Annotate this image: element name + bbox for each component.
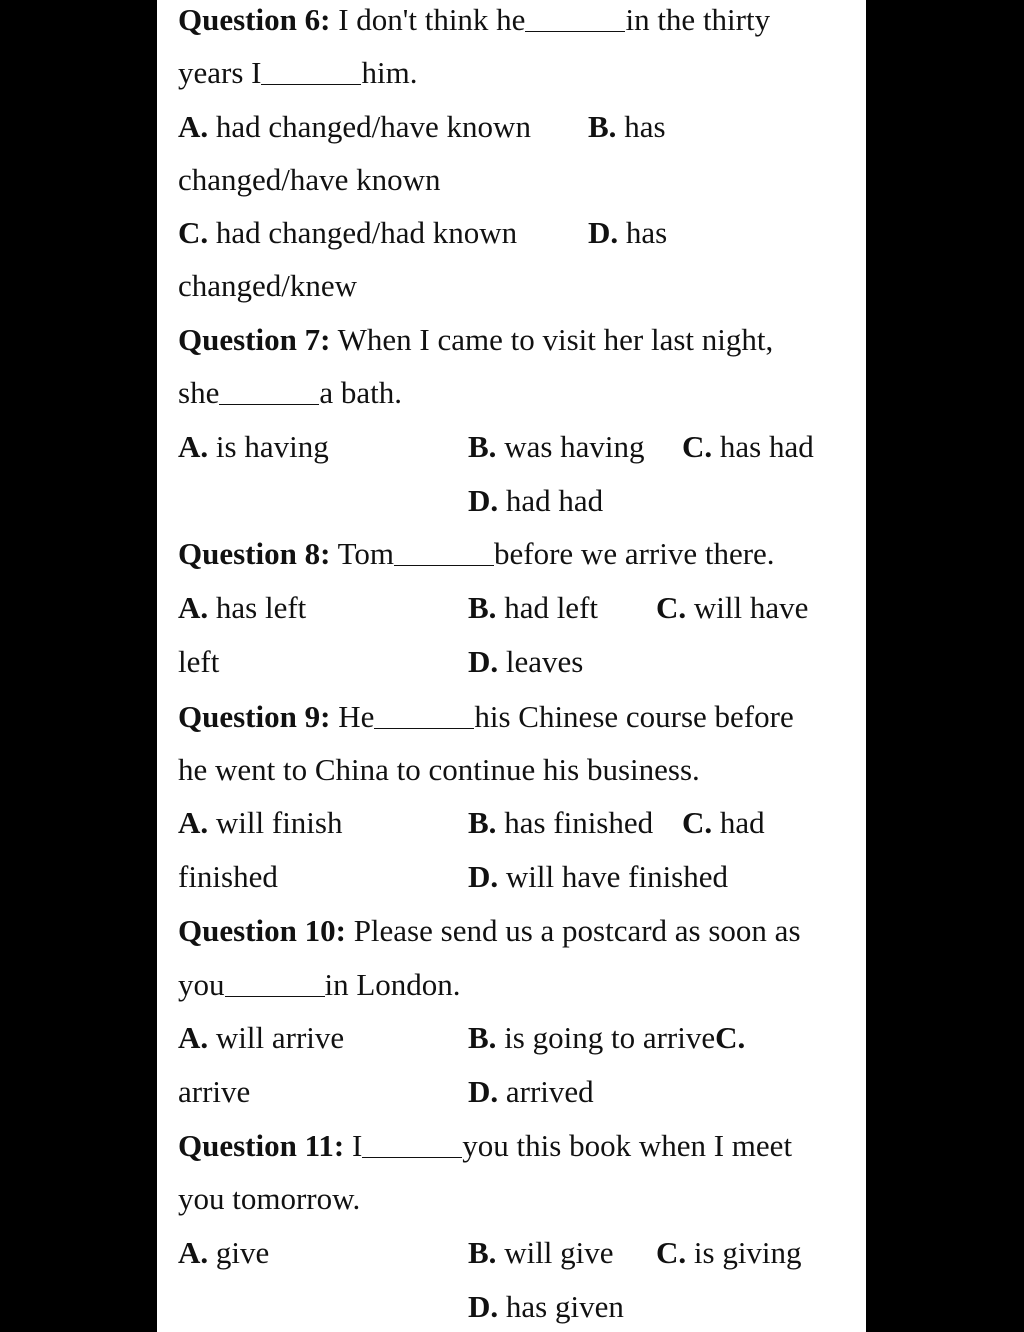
question-9-options-line-2: [178, 857, 729, 897]
question-6-option-d-cont: changed/knew: [178, 268, 358, 303]
option-d-label: D.: [468, 1074, 499, 1109]
question-7-label: Question 7:: [178, 322, 331, 357]
option-a-label: A.: [178, 590, 209, 625]
option-d-label: D.: [468, 483, 499, 518]
question-8-options-line-2: [178, 642, 584, 682]
question-6-option-c: had changed/had known: [208, 215, 518, 250]
question-6-line-2: [178, 53, 417, 93]
question-10-option-d: arrived: [498, 1074, 594, 1109]
option-d-label: D.: [468, 859, 499, 894]
option-d-label: D.: [468, 644, 499, 679]
question-10-text-3: in London.: [324, 967, 461, 1002]
question-11-line-2: you tomorrow.: [178, 1181, 361, 1216]
option-c-label: C.: [178, 215, 209, 250]
question-8-line-1: [178, 534, 775, 574]
question-9-line-1: [178, 697, 794, 737]
question-11-option-c-wrap: [656, 1233, 802, 1273]
answer-blank: [525, 5, 625, 32]
question-10-option-c-cont: arrive: [178, 1074, 251, 1109]
question-8-option-c: will have: [686, 590, 809, 625]
question-8-text-2: before we arrive there.: [494, 536, 775, 571]
question-8-options-abc: [178, 588, 809, 628]
question-10-line-1: [178, 911, 801, 951]
question-8-label: Question 8:: [178, 536, 331, 571]
option-b-label: B.: [468, 590, 497, 625]
question-7-line-1: [178, 320, 773, 360]
question-6-text-2: in the thirty: [625, 2, 771, 37]
answer-blank: [219, 378, 319, 405]
question-6-label: Question 6:: [178, 2, 331, 37]
question-6-option-b: has: [616, 109, 666, 144]
question-10-option-d-wrap: [468, 1072, 594, 1112]
option-c-label: C.: [715, 1020, 746, 1055]
option-a-label: A.: [178, 1235, 209, 1270]
question-11-option-a: give: [208, 1235, 270, 1270]
question-8-option-d: leaves: [498, 644, 584, 679]
question-11-line-1: [178, 1126, 792, 1166]
question-9-text-2: his Chinese course before: [474, 699, 794, 734]
question-11-option-b-wrap: [468, 1233, 614, 1273]
question-7-option-c-wrap: [682, 427, 814, 467]
question-7-option-c: has had: [712, 429, 814, 464]
question-10-text-1: Please send us a postcard as soon as: [345, 913, 801, 948]
question-6-text-1: I don't think he: [330, 2, 526, 37]
option-a-label: A.: [178, 109, 209, 144]
answer-blank: [374, 702, 474, 729]
question-7-text-2: she: [178, 375, 220, 410]
option-c-label: C.: [656, 590, 687, 625]
question-10-text-2: you: [178, 967, 225, 1002]
question-11-option-c: is giving: [686, 1235, 802, 1270]
question-6-option-b-cont: changed/have known: [178, 162, 441, 197]
question-7-option-a: is having: [208, 429, 329, 464]
question-9-label: Question 9:: [178, 699, 331, 734]
question-11-options-abc: [178, 1233, 802, 1273]
question-7-option-b: was having: [496, 429, 645, 464]
question-6-text-3: years I: [178, 55, 262, 90]
question-7-text-1: When I came to visit her last night,: [330, 322, 774, 357]
question-7-option-d: had had: [498, 483, 604, 518]
question-7-options-abc: [178, 427, 814, 467]
question-10-options-line-2: [178, 1072, 594, 1112]
answer-blank: [225, 970, 325, 997]
question-9-option-c: had: [712, 805, 765, 840]
question-9-option-d-wrap: [468, 857, 728, 897]
question-6-option-b-wrap: [588, 107, 666, 147]
question-11-option-d: has given: [498, 1289, 624, 1324]
worksheet-page: [157, 0, 866, 1332]
question-8-text-1: Tom: [330, 536, 395, 571]
option-b-label: B.: [468, 1235, 497, 1270]
question-9-line-2: he went to China to continue his business.: [178, 752, 700, 787]
option-c-label: C.: [682, 429, 713, 464]
option-b-label: B.: [468, 805, 497, 840]
question-10-line-2: [178, 965, 461, 1005]
question-11-option-d-wrap: [468, 1287, 624, 1327]
option-b-label: B.: [588, 109, 617, 144]
question-7-option-d-wrap: [468, 481, 603, 521]
question-7-option-b-wrap: [468, 427, 645, 467]
option-a-label: A.: [178, 805, 209, 840]
option-c-label: C.: [656, 1235, 687, 1270]
question-10-option-b-wrap: [468, 1018, 745, 1058]
question-9-options-abc: [178, 803, 765, 843]
question-6-line-1: [178, 0, 770, 40]
question-7-text-3: a bath.: [319, 375, 402, 410]
question-9-option-c-cont: finished: [178, 859, 278, 894]
question-7-line-2: [178, 373, 402, 413]
question-6-text-4: him.: [361, 55, 418, 90]
question-6-option-d-wrap: [588, 213, 667, 253]
option-b-label: B.: [468, 1020, 497, 1055]
question-8-option-a: has left: [208, 590, 307, 625]
question-9-option-b-wrap: [468, 803, 653, 843]
question-8-option-c-cont: left: [178, 644, 220, 679]
question-11-option-b: will give: [496, 1235, 614, 1270]
question-11-text-1: I: [344, 1128, 363, 1163]
question-9-option-d: will have finished: [498, 859, 729, 894]
question-11-text-2: you this book when I meet: [462, 1128, 793, 1163]
option-d-label: D.: [588, 215, 619, 250]
question-9-option-c-wrap: [682, 803, 765, 843]
question-8-option-b: had left: [496, 590, 599, 625]
option-c-label: C.: [682, 805, 713, 840]
question-6-options-ab: [178, 107, 666, 147]
answer-blank: [362, 1131, 462, 1158]
answer-blank: [261, 58, 361, 85]
question-9-text-1: He: [330, 699, 375, 734]
question-11-label: Question 11:: [178, 1128, 345, 1163]
question-10-label: Question 10:: [178, 913, 346, 948]
option-b-label: B.: [468, 429, 497, 464]
option-a-label: A.: [178, 1020, 209, 1055]
question-9-option-b: has finished: [496, 805, 654, 840]
option-d-label: D.: [468, 1289, 499, 1324]
question-10-option-a: will arrive: [208, 1020, 345, 1055]
question-8-option-d-wrap: [468, 642, 583, 682]
question-8-option-c-wrap: [656, 588, 808, 628]
question-6-options-cd: [178, 213, 668, 253]
question-10-options-abc: [178, 1018, 746, 1058]
question-8-option-b-wrap: [468, 588, 598, 628]
question-9-option-a: will finish: [208, 805, 343, 840]
option-a-label: A.: [178, 429, 209, 464]
answer-blank: [394, 539, 494, 566]
question-6-option-d: has: [618, 215, 668, 250]
question-10-option-b: is going to arrive: [496, 1020, 716, 1055]
question-6-option-a: had changed/have known: [208, 109, 531, 144]
